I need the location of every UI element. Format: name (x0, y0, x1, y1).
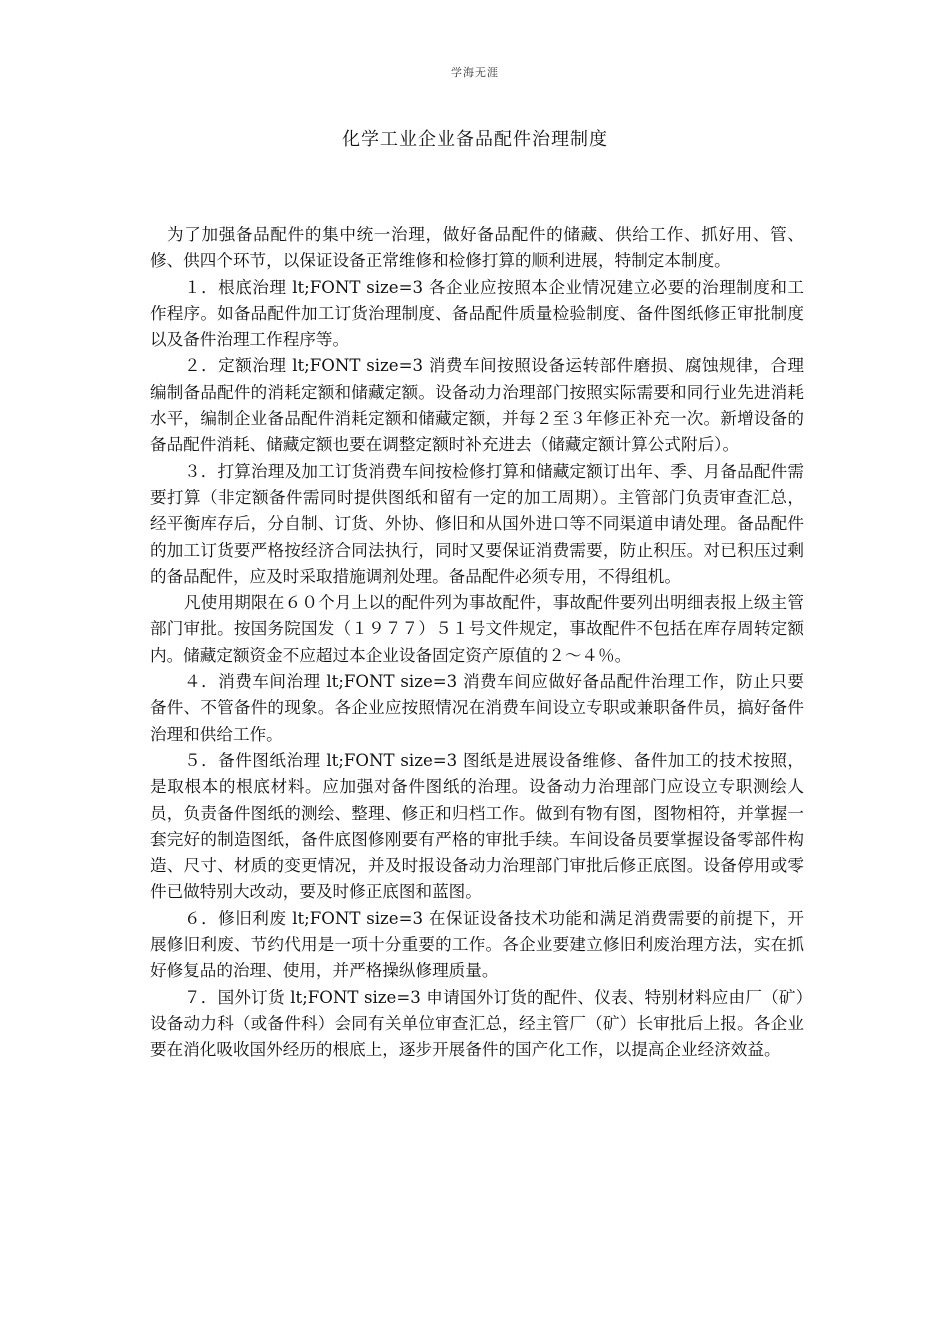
section-5-drawing-management: ５．备件图纸治理 lt;FONT size=3 图纸是进展设备维修、备件加工的技术按照，是取根本的根底材料。应加强对备件图纸的治理。设备动力治理部门应设立专职测绘人员，负责备件图纸的测绘、整理、修正和归档工作。做到有物有图，图物相符，并掌握一套完好的制造图纸，备件底图修刚要有严格的审批手续。车间设备员要掌握设备零部件构造、尺寸、材质的变更情况，并及时报设备动力治理部门审批后修正底图。设备停用或零件已做特别大改动，要及时修正底图和蓝图。 (150, 750, 804, 902)
accident-parts-paragraph: 凡使用期限在６０个月上以的配件列为事故配件，事故配件要列出明细表报上级主管部门审批。按国务院国发（１９７７）５１号文件规定，事故配件不包括在库存周转定额内。储藏定额资金不应超过本企业设备固定资产原值的２～４％。 (150, 593, 804, 665)
section-4-workshop-management: ４．消费车间治理 lt;FONT size=3 消费车间应做好备品配件治理工作，防止只要备件、不管备件的现象。各企业应按照情况在消费车间设立专职或兼职备件员，搞好备件治理和供给工作。 (150, 672, 804, 744)
section-3-plan-management: ３．打算治理及加工订货消费车间按检修打算和储藏定额订出年、季、月备品配件需要打算（非定额备件需同时提供图纸和留有一定的加工周期）。主管部门负责审查汇总，经平衡库存后，分自制、订货、外协、修旧和从国外进口等不同渠道申请处理。备品配件的加工订货要严格按经济合同法执行，同时又要保证消费需要，防止积压。对已积压过剩的备品配件，应及时采取措施调剂处理。备品配件必须专用，不得组机。 (150, 461, 804, 586)
intro-paragraph: 为了加强备品配件的集中统一治理，做好备品配件的储藏、供给工作、抓好用、管、修、供四个环节，以保证设备正常维修和检修打算的顺利进展，特制定本制度。 (150, 225, 804, 271)
section-7-foreign-orders: ７．国外订货 lt;FONT size=3 申请国外订货的配件、仪表、特别材料应由厂（矿）设备动力科（或备件科）会同有关单位审查汇总，经主管厂（矿）长审批后上报。各企业要在消化吸收国外经历的根底上，逐步开展备件的国产化工作，以提高企业经济效益。 (150, 987, 804, 1060)
document-body (150, 222, 804, 1064)
section-2-quota-management: ２．定额治理 lt;FONT size=3 消费车间按照设备运转部件磨损、腐蚀规律，合理编制备品配件的消耗定额和储藏定额。设备动力治理部门按照实际需要和同行业先进消耗水平，编制企业备品配件消耗定额和储藏定额，并每２至３年修正补充一次。新增设备的备品配件消耗、储藏定额也要在调整定额时补充进去（储藏定额计算公式附后）。 (150, 356, 804, 455)
section-1-basic-management: １．根底治理 lt;FONT size=3 各企业应按照本企业情况建立必要的治理制度和工作程序。如备品配件加工订货治理制度、备品配件质量检验制度、备件图纸修正审批制度以及备件治理工作程序等。 (150, 277, 804, 350)
document-title: 化学工业企业备品配件治理制度 (342, 129, 608, 150)
section-6-repair-reuse: ６．修旧利废 lt;FONT size=3 在保证设备技术功能和满足消费需要的前提下，开展修旧利废、节约代用是一项十分重要的工作。各企业要建立修旧利废治理方法，实在抓好修复品的治理、使用，并严格操纵修理质量。 (150, 908, 804, 981)
page-header: 学海无涯 (451, 66, 499, 79)
